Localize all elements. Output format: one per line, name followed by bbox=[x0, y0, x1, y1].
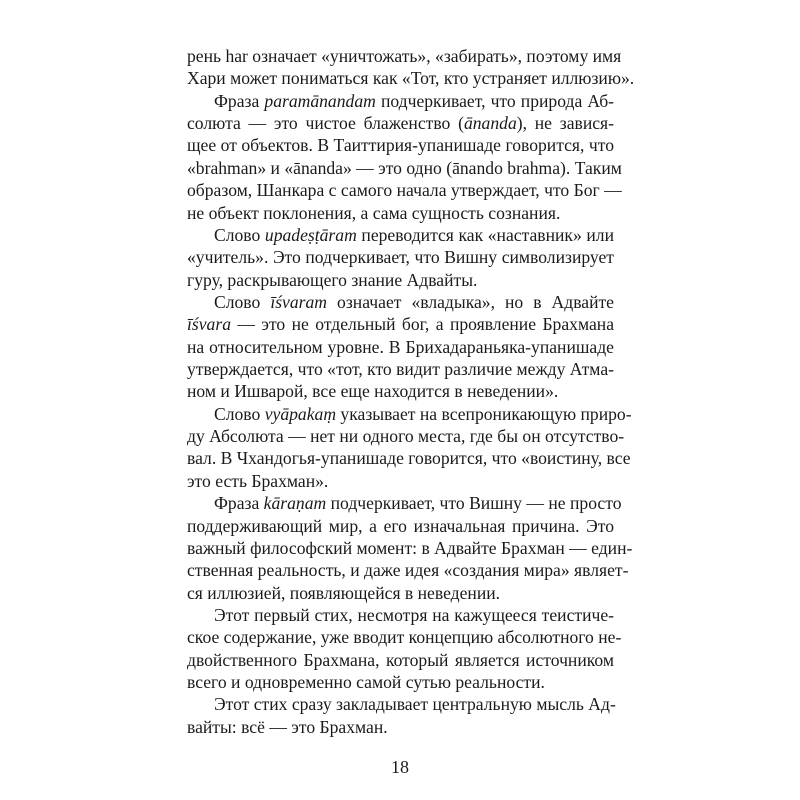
text-line bbox=[187, 358, 614, 380]
text-line bbox=[187, 90, 614, 112]
text-line bbox=[187, 559, 629, 581]
text-line bbox=[187, 134, 614, 156]
text-line bbox=[187, 470, 614, 492]
text-line bbox=[187, 67, 635, 89]
text-line bbox=[187, 313, 614, 335]
paragraph bbox=[187, 90, 622, 224]
italic-term: vyāpakaṃ bbox=[264, 403, 337, 424]
text-line bbox=[187, 492, 622, 514]
text-segment: образом, Шанкара с самого начала утверждает, что Бог — bbox=[187, 180, 622, 201]
text-line bbox=[187, 626, 622, 648]
text-line bbox=[187, 291, 614, 313]
text-line bbox=[187, 269, 614, 291]
text-segment: это есть Брахман». bbox=[187, 470, 329, 491]
text-segment: — это не отдельный бог, а проявление Брахмана bbox=[230, 314, 614, 335]
italic-term: upadeṣṭāram bbox=[264, 224, 357, 245]
text-segment: важный философский момент: в Адвайте Брахман — един- bbox=[187, 537, 633, 558]
text-segment: вайты: всё — это Брахман. bbox=[187, 716, 388, 737]
text-line bbox=[187, 202, 614, 224]
italic-term: kāraṇam bbox=[263, 493, 327, 514]
text-segment: не объект поклонения, а сама сущность сознания. bbox=[187, 202, 561, 223]
paragraph bbox=[187, 224, 614, 291]
text-segment: ственная реальность, и даже идея «создания мира» являет- bbox=[187, 560, 629, 581]
text-segment: Хари может пониматься как «Тот, кто устраняет иллюзию». bbox=[187, 68, 635, 89]
text-line bbox=[187, 582, 614, 604]
text-line bbox=[187, 649, 614, 671]
text-line bbox=[187, 515, 614, 537]
text-line bbox=[187, 246, 614, 268]
paragraph bbox=[187, 291, 614, 403]
text-segment: двойственного Брахмана, который является источником bbox=[187, 649, 614, 670]
text-line bbox=[187, 224, 614, 246]
paragraph bbox=[187, 403, 632, 492]
text-segment: всего и одновременно самой сутью реальности. bbox=[187, 672, 545, 693]
text-segment: Этот первый стих, несмотря на кажущееся теистиче- bbox=[214, 604, 614, 625]
text-segment: Фраза bbox=[214, 90, 265, 111]
text-segment: щее от объектов. В Таиттирия-упанишаде говорится, что bbox=[187, 135, 614, 156]
text-segment: ское содержание, уже вводит концепцию абсолютного не- bbox=[187, 627, 622, 648]
text-line bbox=[187, 45, 622, 67]
text-line bbox=[187, 112, 614, 134]
text-line bbox=[187, 403, 632, 425]
text-line bbox=[187, 179, 622, 201]
text-segment: на относительном уровне. В Брихадараньяка-упанишаде bbox=[187, 336, 614, 357]
text-segment: солюта — это чистое блаженство ( bbox=[187, 113, 464, 134]
text-line bbox=[187, 693, 614, 715]
text-segment: означает «владыка», но в Адвайте bbox=[327, 291, 614, 312]
text-line bbox=[187, 716, 614, 738]
text-segment: переводится как «наставник» или bbox=[356, 224, 614, 245]
paragraph bbox=[187, 604, 622, 693]
paragraph bbox=[187, 492, 633, 604]
text-segment: указывает на всепроникающую приро- bbox=[336, 403, 632, 424]
text-segment: «учитель». Это подчеркивает, что Вишну символизирует bbox=[187, 247, 614, 268]
text-line bbox=[187, 671, 614, 693]
page-body-text bbox=[187, 45, 635, 738]
text-line bbox=[187, 380, 614, 402]
paragraph bbox=[187, 693, 614, 738]
text-line bbox=[187, 425, 625, 447]
text-segment: Этот стих сразу закладывает центральную мысль Ад- bbox=[214, 694, 616, 715]
text-line bbox=[187, 537, 633, 559]
text-segment: ду Абсолюта — нет ни одного места, где бы он отсутство- bbox=[187, 426, 625, 447]
text-segment: «brahman» и «ānanda» — это одно (ānando brahma). Таким bbox=[187, 157, 622, 178]
text-segment: Слово bbox=[214, 224, 265, 245]
text-segment: поддерживающий мир, а его изначальная причина. Это bbox=[187, 515, 614, 536]
italic-term: ānanda bbox=[463, 113, 517, 134]
text-line bbox=[187, 336, 614, 358]
page-number: 18 bbox=[391, 757, 409, 777]
text-segment: подчеркивает, что Вишну — не просто bbox=[326, 493, 622, 514]
italic-term: īśvara bbox=[187, 314, 231, 335]
text-segment: ся иллюзией, появляющейся в неведении. bbox=[187, 582, 501, 603]
text-segment: Фраза bbox=[214, 493, 264, 514]
text-segment: гуру, раскрывающего знание Адвайты. bbox=[187, 269, 478, 290]
paragraph bbox=[187, 45, 635, 90]
text-segment: вал. В Чхандогья-упанишаде говорится, что «воистину, все bbox=[187, 448, 631, 469]
text-segment: Слово bbox=[214, 403, 265, 424]
text-line bbox=[187, 604, 614, 626]
italic-term: paramānandam bbox=[264, 90, 376, 111]
text-segment: Слово bbox=[214, 291, 271, 312]
text-segment: ), не завися- bbox=[516, 113, 614, 134]
text-segment: утверждается, что «тот, кто видит различие между Атма- bbox=[187, 359, 614, 380]
text-line bbox=[187, 157, 622, 179]
text-segment: подчеркивает, что природа Аб- bbox=[375, 90, 615, 111]
italic-term: īśvaram bbox=[270, 291, 328, 312]
text-segment: ном и Ишварой, все еще находится в неведении». bbox=[187, 381, 559, 402]
text-segment: рень har означает «уничтожать», «забирать», поэтому имя bbox=[187, 46, 622, 66]
text-line bbox=[187, 447, 631, 469]
